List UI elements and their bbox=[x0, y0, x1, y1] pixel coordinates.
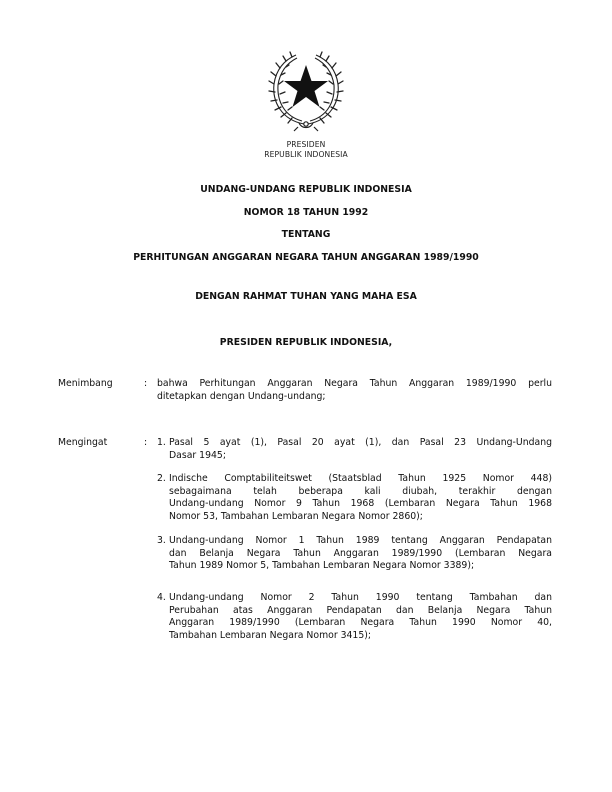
text-line: Pasal 5 ayat (1), Pasal 20 ayat (1), dan Pasal 23 Undang-Undang bbox=[169, 437, 552, 448]
text-line: ditetapkan dengan Undang-undang; bbox=[157, 390, 326, 402]
text-line: Tambahan Lembaran Negara Nomor 3415); bbox=[169, 629, 372, 641]
list-item-number: 1. bbox=[157, 437, 166, 448]
list-item-number: 4. bbox=[157, 592, 166, 603]
mengingat-item-3 bbox=[169, 535, 552, 573]
text-line: Undang-undang Nomor 9 Tahun 1968 (Lembaran Negara Tahun 1968 bbox=[169, 498, 552, 510]
list-item-number: 3. bbox=[157, 535, 166, 546]
text-line: dan Belanja Negara Tahun Anggaran 1989/1990 (Lembaran Negara bbox=[169, 547, 552, 559]
letterhead-line1: PRESIDEN bbox=[286, 140, 326, 149]
menimbang-paragraph bbox=[157, 378, 552, 403]
tentang-heading: TENTANG bbox=[281, 229, 331, 240]
text-line: Perubahan atas Anggaran Pendapatan dan Belanja Negara Tahun bbox=[169, 604, 552, 616]
law-type-heading: UNDANG-UNDANG REPUBLIK INDONESIA bbox=[200, 184, 412, 195]
mengingat-label: Mengingat bbox=[58, 437, 108, 448]
menimbang-colon: : bbox=[144, 378, 148, 389]
text-line: Undang-undang Nomor 1 Tahun 1989 tentang Anggaran Pendapatan bbox=[169, 535, 552, 546]
text-line: Indische Comptabiliteitswet (Staatsblad Tahun 1925 Nomor 448) bbox=[169, 473, 552, 484]
mengingat-item-1 bbox=[169, 437, 552, 462]
mengingat-colon: : bbox=[144, 437, 148, 448]
text-line: Undang-undang Nomor 2 Tahun 1990 tentang Tambahan dan bbox=[169, 592, 552, 603]
menimbang-label: Menimbang bbox=[58, 378, 113, 389]
list-item-number: 2. bbox=[157, 473, 166, 484]
mengingat-item-2 bbox=[169, 473, 552, 523]
text-line: Dasar 1945; bbox=[169, 449, 226, 461]
text-line: sebagaimana telah beberapa kali diubah, terakhir dengan bbox=[169, 485, 552, 497]
text-line: bahwa Perhitungan Anggaran Negara Tahun Anggaran 1989/1990 perlu bbox=[157, 378, 552, 389]
letterhead-line2: REPUBLIK INDONESIA bbox=[264, 150, 348, 159]
invocation-heading: DENGAN RAHMAT TUHAN YANG MAHA ESA bbox=[195, 291, 417, 302]
issuer-heading: PRESIDEN REPUBLIK INDONESIA, bbox=[219, 337, 393, 348]
mengingat-item-4 bbox=[169, 592, 552, 642]
text-line: Tahun 1989 Nomor 5, Tambahan Lembaran Negara Nomor 3389); bbox=[169, 560, 475, 572]
law-subject-heading: PERHITUNGAN ANGGARAN NEGARA TAHUN ANGGARAN 1989/1990 bbox=[133, 252, 479, 263]
law-number-heading: NOMOR 18 TAHUN 1992 bbox=[243, 207, 369, 218]
text-line: Anggaran 1989/1990 (Lembaran Negara Tahun 1990 Nomor 40, bbox=[169, 617, 552, 629]
text-line: Nomor 53, Tambahan Lembaran Negara Nomor 2860); bbox=[169, 510, 423, 522]
presidential-emblem-icon bbox=[268, 50, 344, 132]
